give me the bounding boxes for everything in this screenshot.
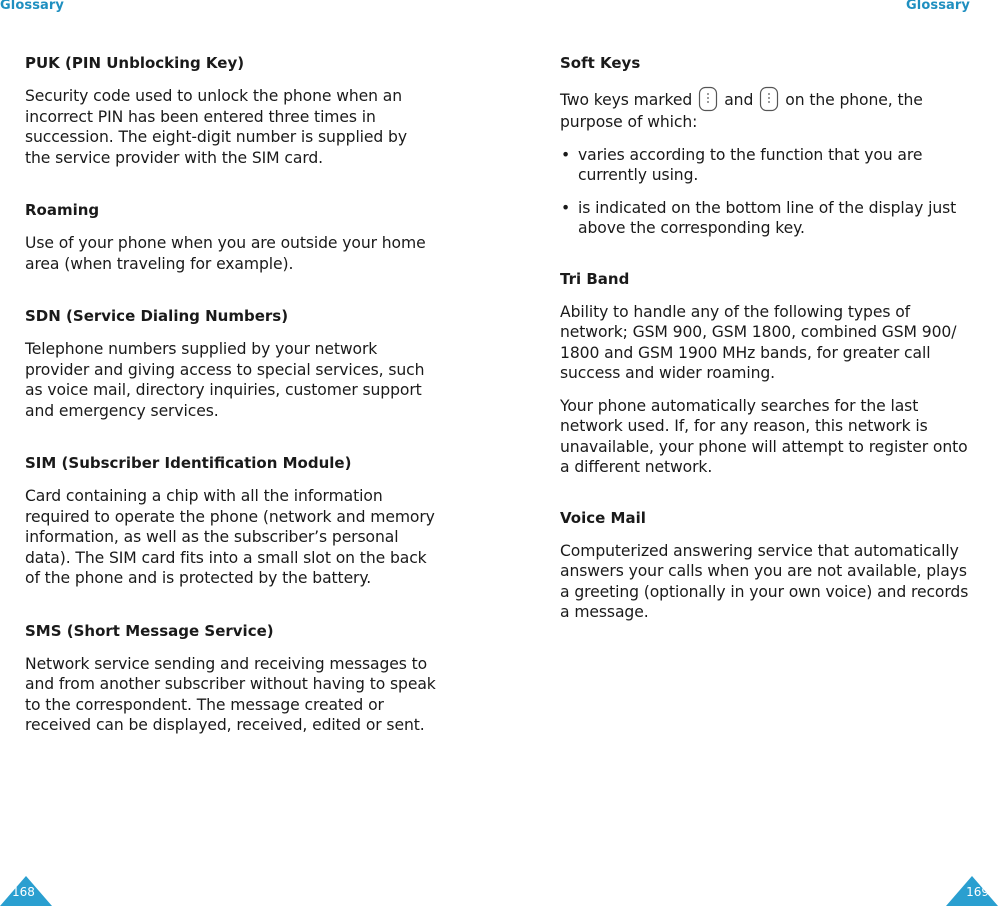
glossary-definition: Network service sending and receiving messages to and from another subscriber without having to speak to the correspondent. The message created or received can be displayed, received, edited or sent.	[25, 654, 436, 734]
glossary-definition: Telephone numbers supplied by your network provider and giving access to special services, such as voice mail, directory inquiries, customer support and emergency services.	[25, 340, 425, 420]
page-header-right: Glossary	[906, 0, 970, 13]
glossary-term: PUK (PIN Unblocking Key)	[25, 54, 245, 72]
glossary-term: SMS (Short Message Service)	[25, 621, 274, 640]
glossary-definition: Card containing a chip with all the information required to operate the phone (network and memory information, as well as the subscriber’s personal data). The SIM card fits into a small slot on the back of the phone and is protected by the battery.	[25, 487, 435, 587]
list-item: • varies according to the function that you are currently using.	[560, 145, 974, 186]
list-item: • is indicated on the bottom line of the display just above the corresponding key.	[560, 198, 974, 239]
glossary-term: SIM (Subscriber Identification Module)	[25, 454, 352, 472]
soft-keys-intro-between: and	[724, 91, 754, 109]
glossary-definition	[560, 86, 974, 133]
glossary-entry-roaming	[25, 200, 437, 274]
glossary-term: Voice Mail	[560, 508, 646, 527]
glossary-definition: Security code used to unlock the phone when an incorrect PIN has been entered three times in succession. The eight-digit number is supplied by the service provider with the SIM card.	[25, 87, 407, 167]
right-soft-key-icon	[759, 86, 779, 112]
glossary-entry-sms	[25, 621, 437, 736]
right-page-column	[560, 53, 974, 655]
glossary-entry-puk	[25, 53, 437, 168]
glossary-entry-voice-mail	[560, 508, 974, 623]
glossary-term: Roaming	[25, 201, 100, 219]
glossary-term: Soft Keys	[560, 54, 641, 72]
soft-keys-intro-after: on the phone, the purpose of which:	[560, 91, 923, 131]
glossary-term: Tri Band	[560, 269, 630, 288]
left-page-column	[25, 53, 437, 768]
soft-keys-intro-before: Two keys marked	[560, 91, 693, 109]
glossary-definition: Computerized answering service that automatically answers your calls when you are not available, plays a greeting (optionally in your own voice) and records a message.	[560, 541, 969, 621]
glossary-definition: Your phone automatically searches for the last network used. If, for any reason, this network is unavailable, your phone will attempt to register onto a different network.	[560, 396, 968, 476]
glossary-entry-sdn	[25, 306, 437, 421]
left-soft-key-icon	[698, 86, 718, 112]
page-number-right: 169	[966, 885, 989, 899]
glossary-definition: Ability to handle any of the following types of network; GSM 900, GSM 1800, combined GSM 900/ 1800 and GSM 1900 MHz bands, for greater call success and wider roaming.	[560, 302, 957, 382]
glossary-entry-tri-band	[560, 269, 974, 478]
glossary-definition: Use of your phone when you are outside your home area (when traveling for example).	[25, 234, 426, 273]
glossary-term: SDN (Service Dialing Numbers)	[25, 307, 289, 325]
page-number-left: 168	[12, 885, 35, 899]
page-header-left: Glossary	[0, 0, 64, 13]
soft-keys-bullet-list	[560, 145, 974, 239]
glossary-entry-soft-keys	[560, 53, 974, 239]
glossary-entry-sim	[25, 453, 437, 589]
